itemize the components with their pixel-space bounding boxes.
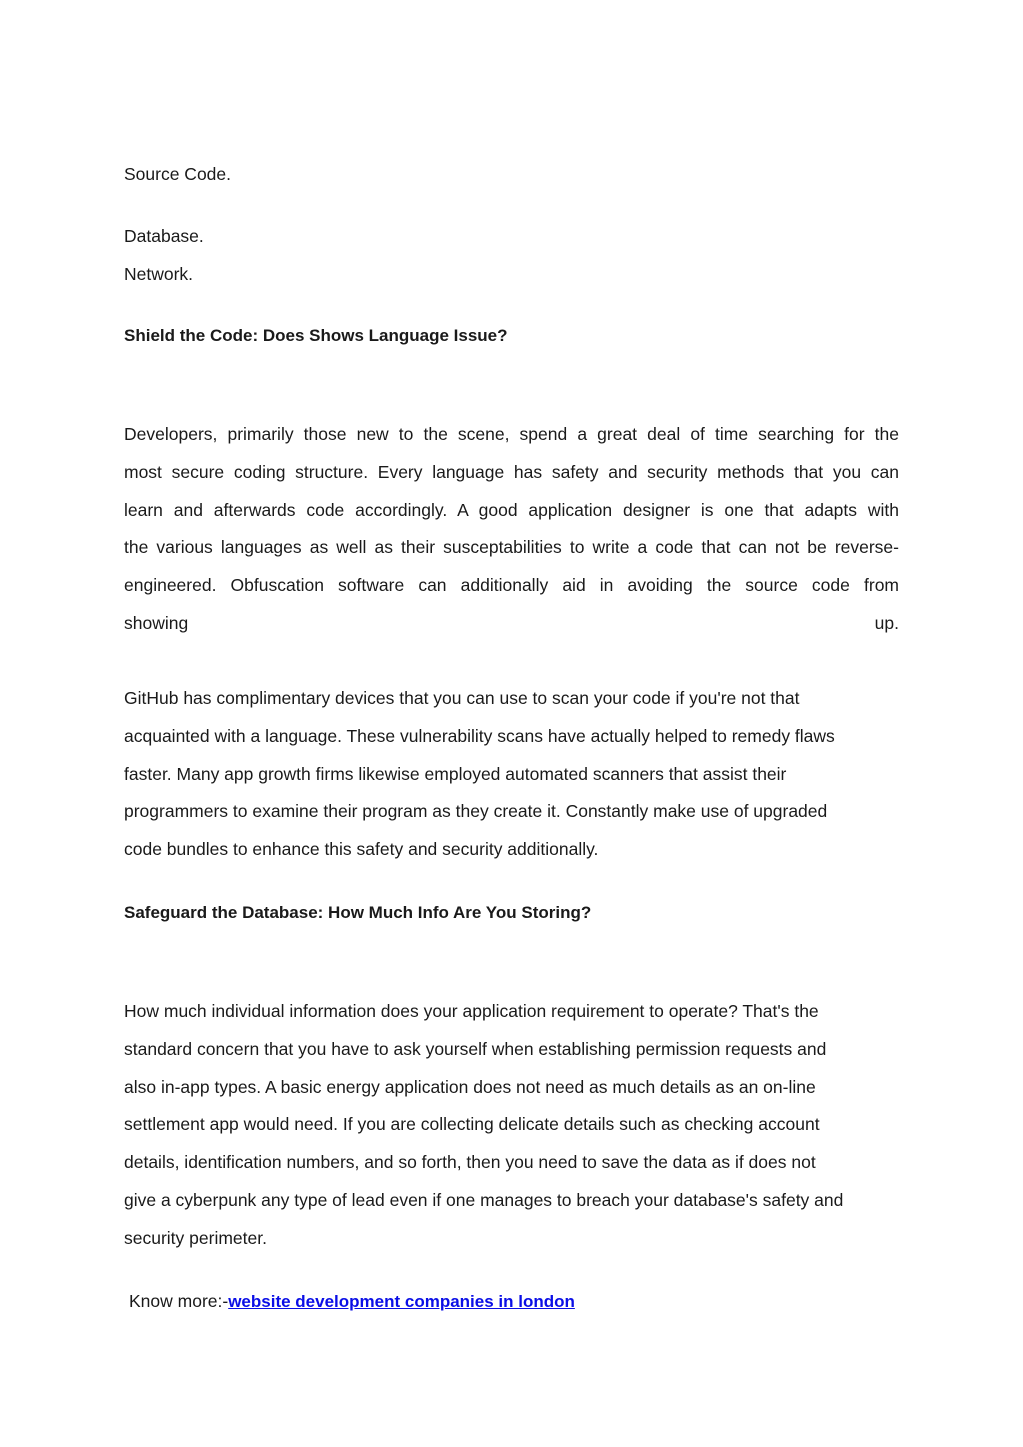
know-more-line (129, 1290, 575, 1313)
paragraph-github (124, 680, 899, 869)
section-heading-database: Safeguard the Database: How Much Info Are You Storing? (124, 903, 592, 922)
paragraph-line: settlement app would need. If you are collecting delicate details such as checking account (124, 1114, 820, 1135)
list-item-source-code: Source Code. (124, 164, 232, 184)
paragraph-line: the various languages as well as their susceptabilities to write a code that can not be reverse- (124, 537, 899, 558)
paragraph-line: programmers to examine their program as they create it. Constantly make use of upgraded (124, 801, 828, 822)
section-heading-code: Shield the Code: Does Shows Language Issue? (124, 326, 508, 345)
paragraph-line: details, identification numbers, and so forth, then you need to save the data as if does not (124, 1152, 816, 1173)
paragraph-line: code bundles to enhance this safety and security additionally. (124, 839, 599, 860)
paragraph-line: engineered. Obfuscation software can additionally aid in avoiding the source code from (124, 575, 899, 596)
paragraph-line: give a cyberpunk any type of lead even if one manages to breach your database's safety and (124, 1189, 844, 1210)
paragraph-line: showing up. (124, 612, 899, 633)
paragraph-developers (124, 416, 899, 643)
paragraph-line: most secure coding structure. Every language has safety and security methods that you can (124, 461, 899, 482)
paragraph-line: also in-app types. A basic energy application does not need as much details as an on-line (124, 1076, 816, 1097)
paragraph-line: Developers, primarily those new to the scene, spend a great deal of time searching for the (124, 424, 899, 444)
paragraph-line: security perimeter. (124, 1227, 267, 1248)
paragraph-line: standard concern that you have to ask yourself when establishing permission requests and (124, 1038, 827, 1059)
paragraph-individual-information (124, 993, 899, 1258)
website-development-link[interactable]: website development companies in london (228, 1292, 575, 1311)
list-item-network: Network. (124, 264, 194, 284)
paragraph-line: faster. Many app growth firms likewise employed automated scanners that assist their (124, 763, 787, 784)
know-more-label: Know more:- (129, 1291, 229, 1311)
paragraph-line: acquainted with a language. These vulnerability scans have actually helped to remedy flaws (124, 725, 835, 746)
list-item-database: Database. (124, 226, 204, 246)
paragraph-line: GitHub has complimentary devices that you can use to scan your code if you're not that (124, 688, 800, 708)
paragraph-line: learn and afterwards code accordingly. A good application designer is one that adapts with (124, 499, 899, 520)
paragraph-line: How much individual information does your application requirement to operate? That's the (124, 1001, 819, 1021)
